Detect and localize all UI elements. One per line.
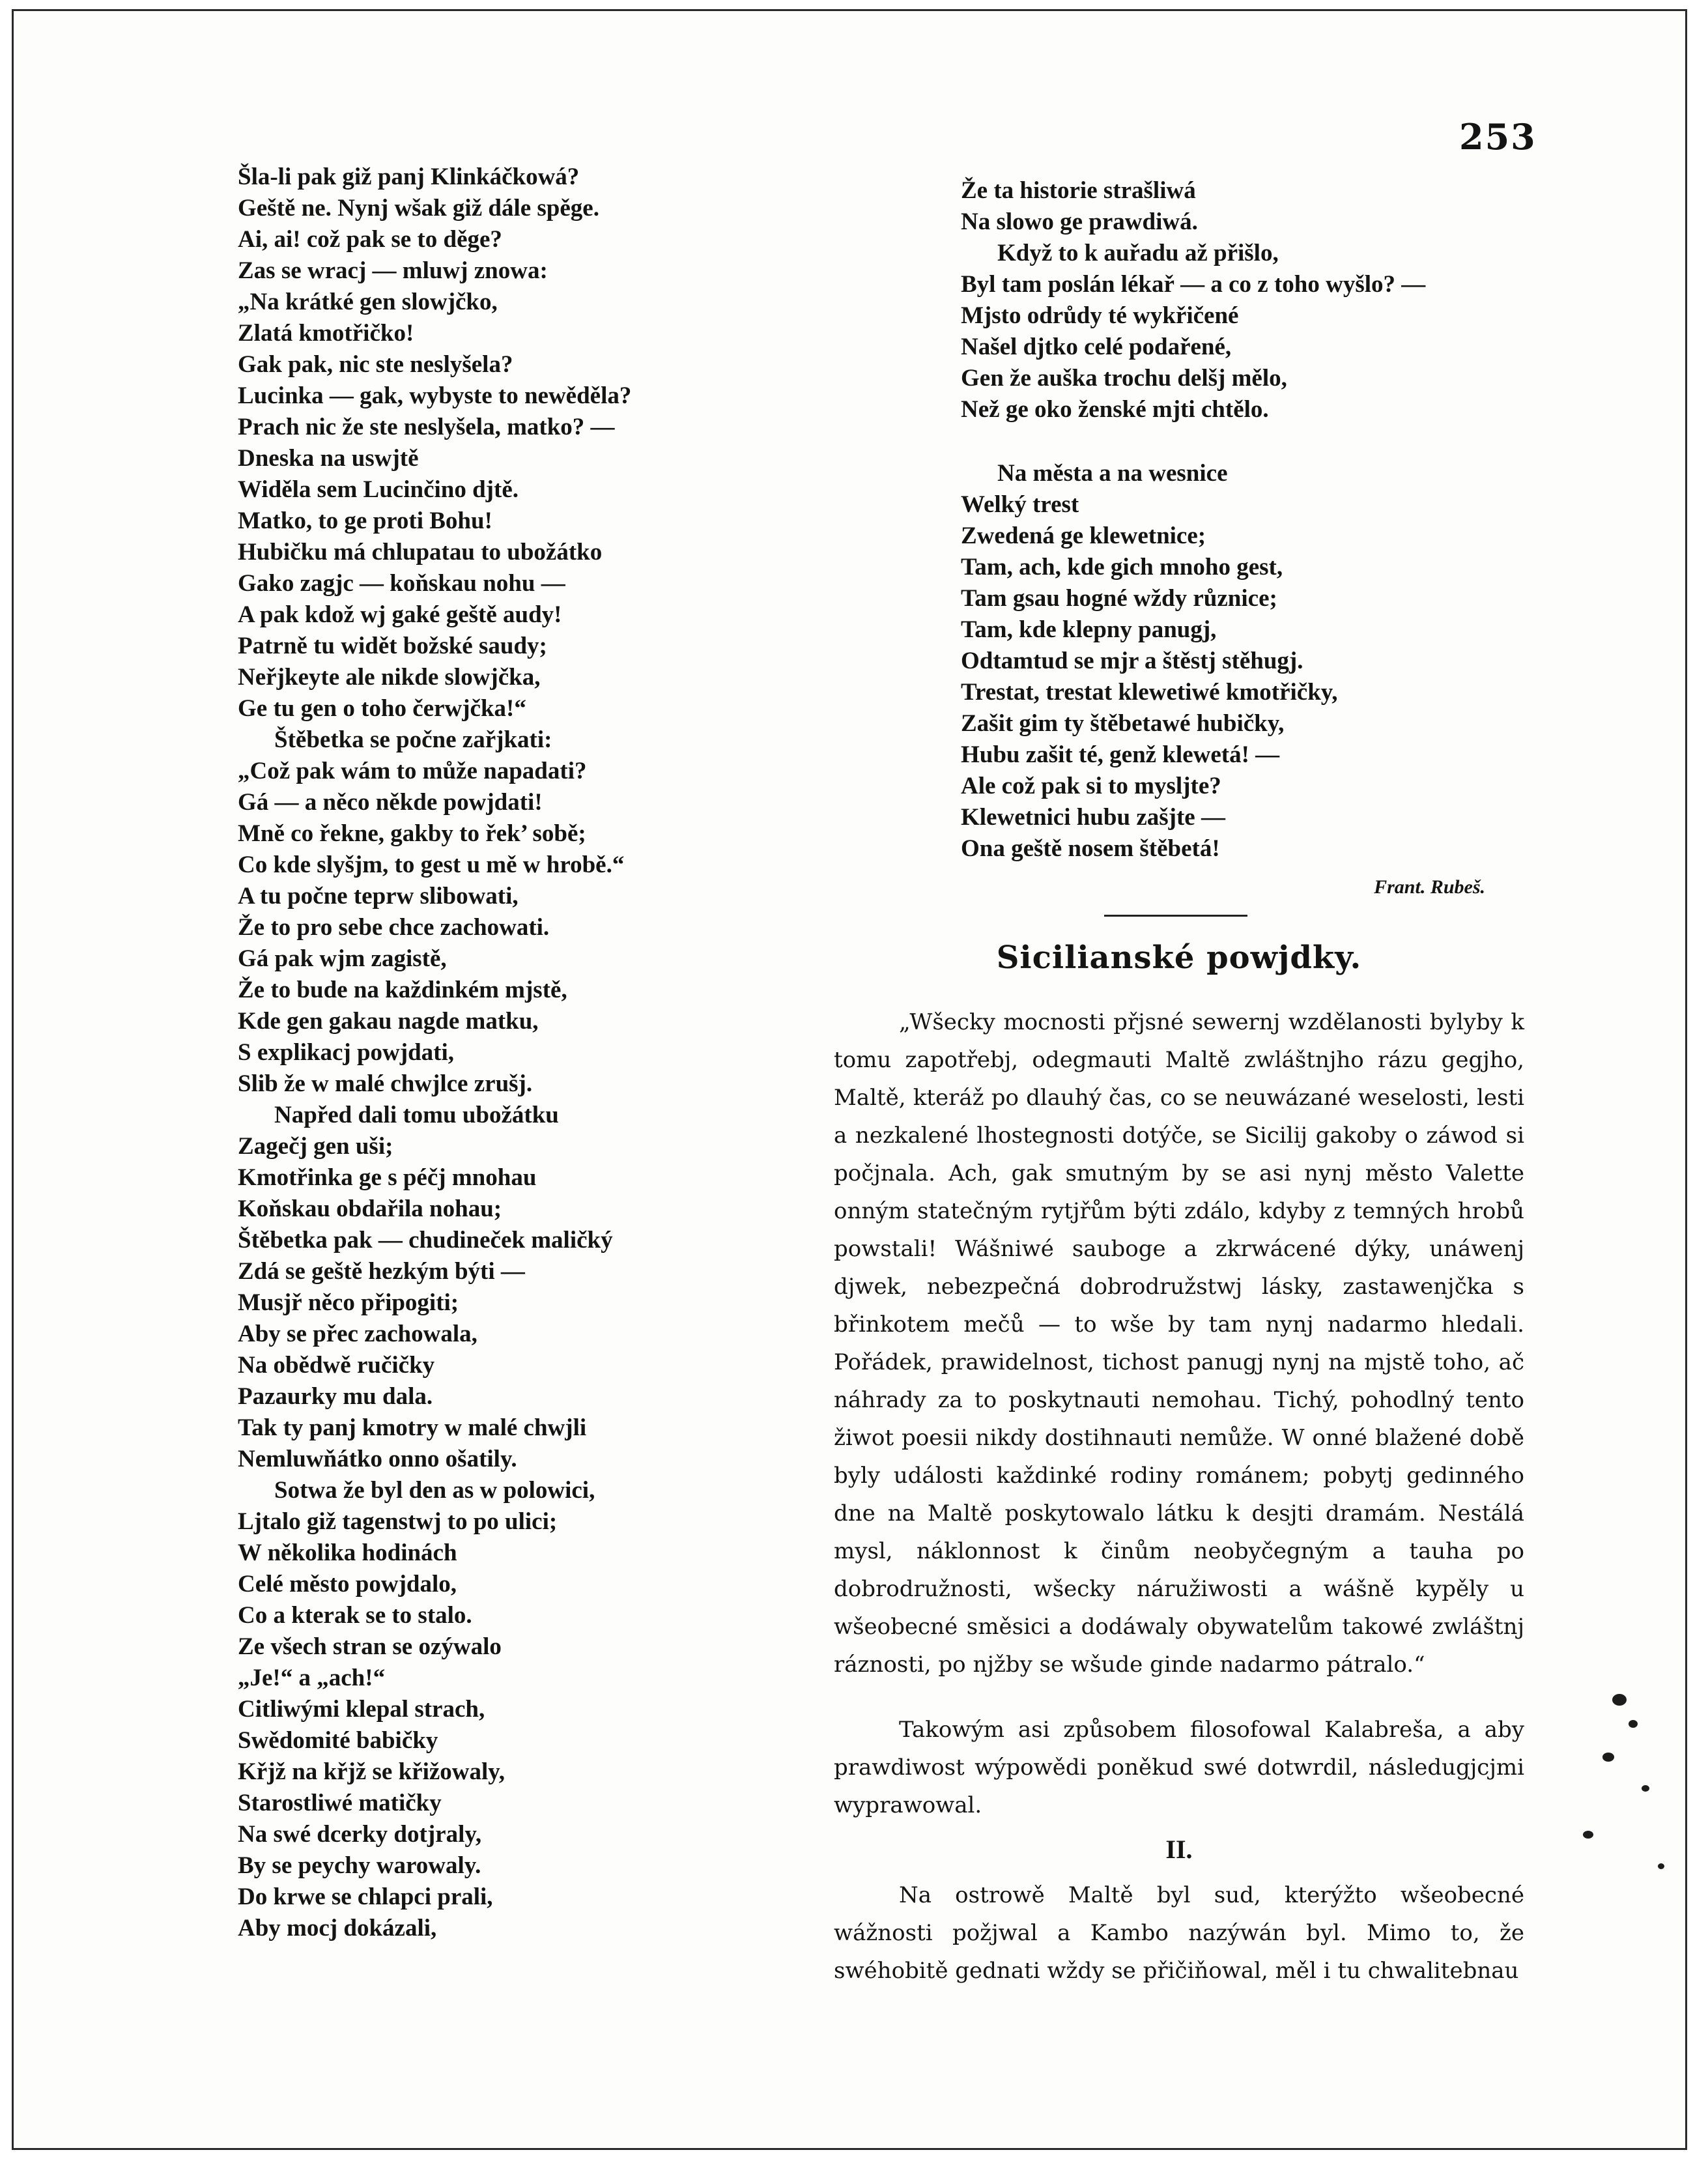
poem-line: A pak kdož wj gaké geště audy! bbox=[238, 601, 562, 628]
poem-line: Gako zagjc — koňskau nohu — bbox=[238, 570, 565, 597]
poem-line: Křjž na křjž se křižowaly, bbox=[238, 1758, 505, 1785]
poem-line: Ale což pak si to mysljte? bbox=[961, 773, 1221, 799]
poem-line: Zašit gim ty štěbetawé hubičky, bbox=[961, 710, 1285, 737]
ink-stain bbox=[1583, 1831, 1593, 1839]
poem-line: Tam, kde klepny panugj, bbox=[961, 616, 1217, 643]
poem-line: Koňskau obdařila nohau; bbox=[238, 1196, 502, 1222]
poem-line: Mjsto odrůdy té wykřičené bbox=[961, 302, 1239, 329]
poem-line: Kmotřinka ge s péčj mnohau bbox=[238, 1164, 537, 1191]
poem-line: Že to bude na každinkém mjstě, bbox=[238, 977, 567, 1003]
poem-line: Hubičku má chlupatau to ubožátko bbox=[238, 539, 603, 566]
poem-line: Zas se wracj — mluwj znowa: bbox=[238, 257, 548, 284]
poem-line: Patrně tu widět božské saudy; bbox=[238, 633, 547, 659]
poem-line: Prach nic že ste neslyšela, matko? — bbox=[238, 414, 615, 440]
poem-line: Než ge oko ženské mjti chtělo. bbox=[961, 396, 1269, 423]
poem-line: Ge tu gen o toho čerwjčka!“ bbox=[238, 695, 526, 722]
ink-stain bbox=[1642, 1785, 1649, 1792]
poem-line: Musjř něco připogiti; bbox=[238, 1289, 459, 1316]
poem-line: Ai, ai! což pak se to děge? bbox=[238, 226, 502, 253]
poem-line: Do krwe se chlapci prali, bbox=[238, 1884, 493, 1910]
poem-line: Co kde slyšjm, to gest u mě w hrobě.“ bbox=[238, 852, 625, 878]
poem-line: Zagečj gen uši; bbox=[238, 1133, 393, 1160]
poem-line: Napřed dali tomu ubožátku bbox=[274, 1102, 559, 1128]
poem-line: By se peychy warowaly. bbox=[238, 1852, 481, 1879]
poem-line: Aby se přec zachowala, bbox=[238, 1321, 477, 1347]
poem-line: Aby mocj dokázali, bbox=[238, 1915, 437, 1941]
stanza-gap bbox=[961, 425, 1495, 458]
poem-line: Gá pak wjm zagistě, bbox=[238, 945, 447, 972]
poem-line: Klewetnici hubu zašjte — bbox=[961, 804, 1225, 831]
poem-line: Starostliwé matičky bbox=[238, 1790, 442, 1816]
poem-line: Štěbetka se počne zařjkati: bbox=[274, 726, 552, 753]
poem-line: Pazaurky mu dala. bbox=[238, 1383, 433, 1410]
poem-line: „Na krátké gen slowjčko, bbox=[238, 289, 498, 315]
article-paragraph-1: „Wšecky mocnosti přjsné sewernj wzdělanosti bylyby k tomu zapotřebj, odegmauti Maltě zwláštnjho rázu gegjho, Maltě, kteráž po dlauhý čas, co se neuwázané weselosti, lesti a nezkalené lhostegnosti dotýče, se Sicilij gakoby o záwod si počjnala. Ach, gak smutným by se asi nynj město Valette onným statečným rytjřům býti zdálo, kdyby z temných hrobů powstali! Wášniwé sauboge a zkrwácené dýky, unáwenj djwek, nebezpečná dobrodružstwj lásky, zastawenjčka s břinkotem mečů — to wše by tam nynj nadarmo hledali. Pořádek, prawidelnost, tichost panugj nynj na mjstě toho, ač náhrady za to poskytnauti nemohau. Tichý, pohodlný tento žiwot poesii nikdy dostihnauti nemůže. W onné blažené době byly události každinké rodiny románem; pobytj gedinného dne na Maltě poskytowalo látku k desjti dramám. Nestálá mysl, náklonnost k činům neobyčegným a tauha po dobrodružnosti, wšecky náružiwosti a wášně kypěly u wšeobecné směsici a dodáwaly obywatelům takowé zwláštnj ráznosti, po njžby se wšude ginde nadarmo pátralo.“ bbox=[834, 1009, 1524, 1678]
poem-line: Geště ne. Nynj wšak giž dále spěge. bbox=[238, 195, 599, 222]
poem-line: Swědomité babičky bbox=[238, 1727, 438, 1754]
poem-line: „Což pak wám to může napadati? bbox=[238, 758, 587, 784]
poem-line: Štěbetka pak — chudineček maličký bbox=[238, 1227, 613, 1253]
poem-line: Tam, ach, kde gich mnoho gest, bbox=[961, 554, 1283, 580]
page-number: 253 bbox=[1459, 116, 1537, 158]
poem-line: Na slowo ge prawdiwá. bbox=[961, 208, 1198, 235]
poem-line: Zwedená ge klewetnice; bbox=[961, 523, 1206, 549]
poem-line: Gen že auška trochu delšj mělo, bbox=[961, 365, 1287, 392]
poem-line: Widěla sem Lucinčino djtě. bbox=[238, 476, 519, 503]
poem-line: Sotwa že byl den as w polowici, bbox=[274, 1477, 595, 1504]
poem-line: Zlatá kmotřičko! bbox=[238, 320, 414, 347]
poem-line: Matko, to ge proti Bohu! bbox=[238, 508, 492, 534]
poem-line: Dneska na uswjtě bbox=[238, 445, 419, 472]
poem-line: Kde gen gakau nagde matku, bbox=[238, 1008, 539, 1035]
poem-line: Neřjkeyte ale nikde slowjčka, bbox=[238, 664, 541, 691]
poem-line: Gá — a něco někde powjdati! bbox=[238, 789, 543, 816]
poem-line: Na obědwě ručičky bbox=[238, 1352, 435, 1379]
ink-stain bbox=[1612, 1694, 1627, 1706]
poem-line: Byl tam poslán lékař — a co z toho wyšlo? — bbox=[961, 271, 1426, 298]
poem-line: Na města a na wesnice bbox=[997, 460, 1228, 487]
right-poem-column bbox=[961, 175, 1495, 865]
poem-line: Že ta historie strašliwá bbox=[961, 177, 1196, 204]
ink-stain bbox=[1602, 1753, 1614, 1762]
poem-line: A tu počne teprw slibowati, bbox=[238, 883, 519, 910]
poem-line: Našel djtko celé podařené, bbox=[961, 334, 1232, 360]
ink-stain bbox=[1629, 1720, 1638, 1728]
poem-line: Ona geště nosem štěbetá! bbox=[961, 835, 1220, 862]
poem-line: W několika hodinách bbox=[238, 1540, 457, 1566]
poem-line: Gak pak, nic ste neslyšela? bbox=[238, 351, 513, 378]
section-numeral: II. bbox=[1165, 1835, 1193, 1864]
poem-line: Že to pro sebe chce zachowati. bbox=[238, 914, 550, 941]
poem-attribution: Frant. Rubeš. bbox=[1374, 876, 1485, 898]
poem-line: Když to k auřadu až přišlo, bbox=[997, 240, 1279, 266]
poem-line: Mně co řekne, gakby to řek’ sobě; bbox=[238, 820, 586, 847]
poem-line: Tak ty panj kmotry w malé chwjli bbox=[238, 1414, 587, 1441]
poem-line: Co a kterak se to stalo. bbox=[238, 1602, 472, 1629]
article-title: Sicilianské powjdky. bbox=[996, 939, 1362, 976]
section-divider bbox=[1104, 915, 1247, 917]
poem-line: „Je!“ a „ach!“ bbox=[238, 1665, 386, 1691]
poem-line: Na swé dcerky dotjraly, bbox=[238, 1821, 482, 1848]
poem-line: Ljtalo giž tagenstwj to po ulici; bbox=[238, 1508, 558, 1535]
left-poem-column bbox=[238, 162, 922, 1944]
article-paragraph-3: Na ostrowě Maltě byl sud, kterýžto wšeobecné wážnosti požjwal a Kambo nazýwán byl. Mimo to, že swéhobitě gednati wždy se přičiňowal, měl i tu chwalitebnau bbox=[834, 1882, 1524, 1984]
poem-line: S explikacj powjdati, bbox=[238, 1039, 455, 1066]
poem-line: Zdá se geště hezkým býti — bbox=[238, 1258, 525, 1285]
poem-line: Tam gsau hogné wždy různice; bbox=[961, 585, 1277, 612]
poem-line: Slib že w malé chwjlce zrušj. bbox=[238, 1070, 533, 1097]
poem-line: Welký trest bbox=[961, 491, 1079, 518]
poem-line: Odtamtud se mjr a štěstj stěhugj. bbox=[961, 648, 1303, 674]
poem-line: Ze všech stran se ozýwalo bbox=[238, 1633, 502, 1660]
poem-line: Trestat, trestat klewetiwé kmotřičky, bbox=[961, 679, 1338, 706]
poem-line: Hubu zašit té, genž klewetá! — bbox=[961, 741, 1280, 768]
poem-line: Nemluwňátko onno ošatily. bbox=[238, 1446, 517, 1472]
poem-line: Šla-li pak giž panj Klinkáčkowá? bbox=[238, 164, 580, 190]
poem-line: Lucinka — gak, wybyste to newěděla? bbox=[238, 382, 632, 409]
ink-stain bbox=[1658, 1863, 1664, 1869]
poem-line: Citliwými klepal strach, bbox=[238, 1696, 485, 1723]
article-paragraph-2: Takowým asi způsobem filosofowal Kalabreša, a aby prawdiwost wýpowědi poněkud swé dotwrdil, následugjcjmi wyprawowal. bbox=[834, 1717, 1524, 1818]
poem-line: Celé město powjdalo, bbox=[238, 1571, 457, 1597]
